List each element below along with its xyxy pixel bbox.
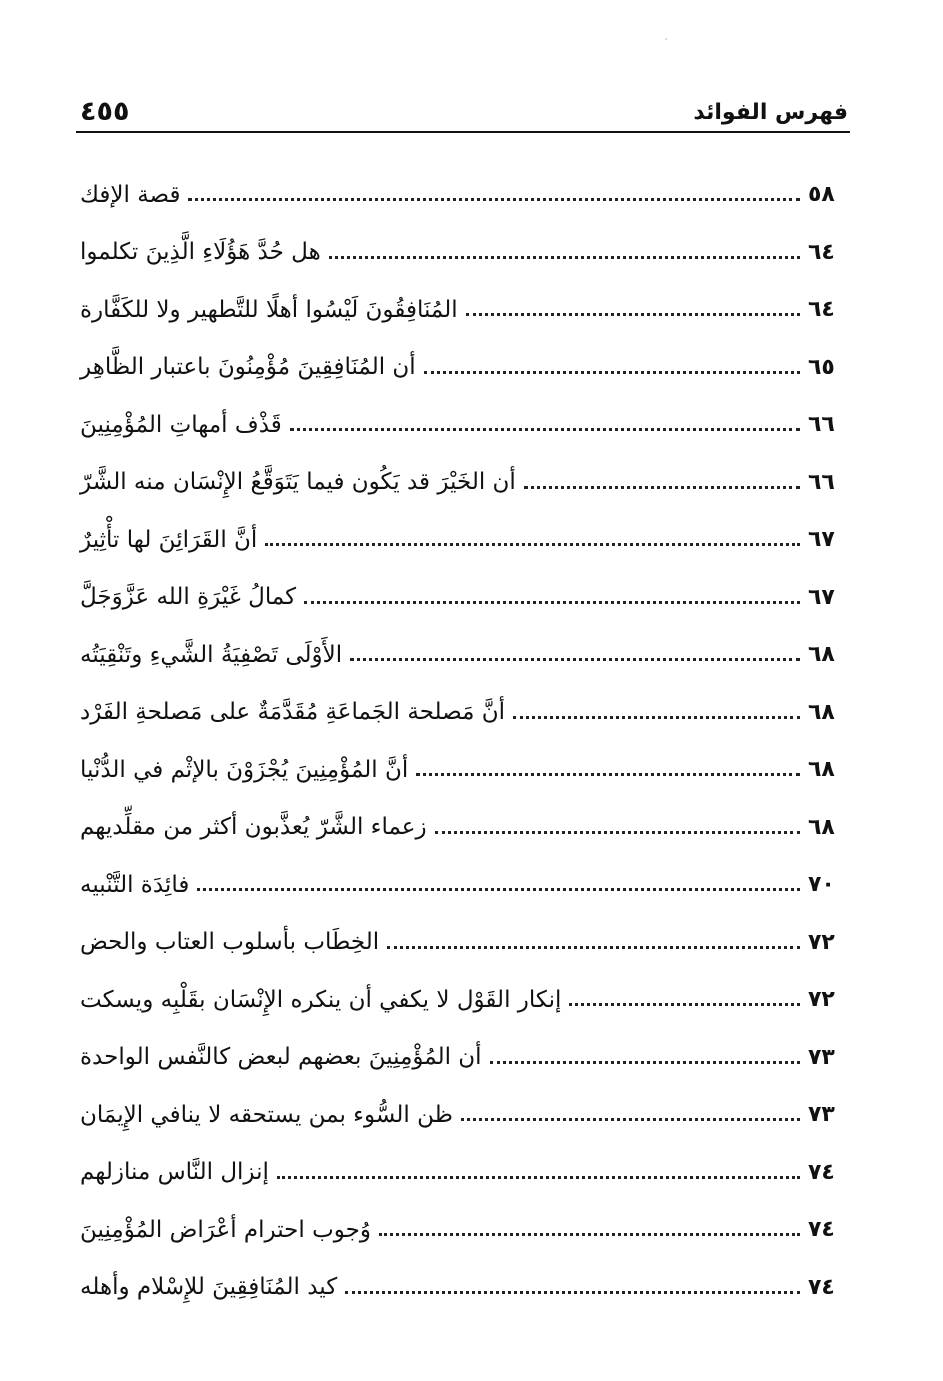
- dot-leader: [277, 1176, 800, 1179]
- entry-page-number: ٦٨: [808, 642, 835, 668]
- dot-leader: [379, 1233, 800, 1236]
- running-header: [80, 96, 848, 136]
- index-entry: [80, 799, 848, 857]
- entry-title: أنَّ القَرَائِنَ لها تأْثِيرٌ: [80, 526, 258, 553]
- entry-title: المُنَافِقُونَ لَيْسُوا أهلًا للتَّطهير ولا للكَفَّارة: [80, 296, 458, 323]
- index-entry: [80, 971, 848, 1029]
- dot-leader: [265, 543, 800, 546]
- entry-title: الأَوْلَى تَصْفِيَةُ الشَّيءِ وتَنْقِيَتُه: [80, 641, 343, 668]
- index-entry: [80, 454, 848, 512]
- dot-leader: [345, 1291, 800, 1294]
- dot-leader: [350, 658, 800, 661]
- entry-page-number: ٧٢: [808, 987, 835, 1013]
- dot-leader: [304, 601, 800, 604]
- entry-title: قصة الإفك: [80, 181, 181, 208]
- entry-page-number: ٦٨: [808, 757, 835, 783]
- entry-page-number: ٦٧: [808, 527, 835, 553]
- entry-title: فائِدَة التَّنْبيه: [80, 871, 190, 898]
- dot-leader: [569, 1003, 800, 1006]
- entry-title: إنزال النَّاس منازلهم: [80, 1159, 269, 1186]
- index-entry: [80, 1029, 848, 1087]
- entry-page-number: ٧٠: [808, 872, 835, 898]
- dot-leader: [513, 716, 800, 719]
- index-entry: [80, 1086, 848, 1144]
- entry-title: أن المُنَافِقِينَ مُؤْمِنُونَ باعتبار الظَّاهِر: [80, 354, 416, 381]
- index-entry: [80, 281, 848, 339]
- dot-leader: [329, 256, 800, 259]
- entry-page-number: ٧٣: [808, 1102, 835, 1128]
- entry-page-number: ٦٦: [808, 469, 835, 495]
- entry-title: كمالُ غَيْرَةِ الله عَزَّوَجَلَّ: [80, 584, 297, 611]
- entry-title: إنكار القَوْل لا يكفي أن ينكره الإِنْسَان بقَلْبِه ويسكت: [80, 986, 562, 1013]
- entry-title: أنَّ مَصلحة الجَماعَةِ مُقَدَّمَةٌ على مَصلحةِ الفَرْد: [80, 699, 506, 726]
- entry-title: ظن السُّوء بمن يستحقه لا ينافي الإِيمَان: [80, 1101, 453, 1128]
- dot-leader: [197, 888, 800, 891]
- entry-page-number: ٧٤: [808, 1217, 835, 1243]
- dot-leader: [435, 831, 800, 834]
- index-entry: [80, 856, 848, 914]
- entry-page-number: ٥٨: [808, 182, 835, 208]
- entry-page-number: ٦٥: [808, 354, 835, 380]
- header-rule: [76, 131, 850, 133]
- index-entry: [80, 1259, 848, 1317]
- entry-page-number: ٧٣: [808, 1044, 835, 1070]
- index-entry: [80, 1201, 848, 1259]
- index-entry: [80, 626, 848, 684]
- index-entry: [80, 741, 848, 799]
- entry-page-number: ٦٤: [808, 239, 835, 265]
- dot-leader: [188, 198, 800, 201]
- entry-title: هل حُدَّ هَؤُلَاءِ الَّذِينَ تكلموا: [80, 239, 321, 266]
- index-list: [80, 166, 848, 1316]
- entry-title: زعماء الشَّرّ يُعذَّبون أكثر من مقلِّديهم: [80, 814, 427, 841]
- entry-title: قَذْف أمهاتِ المُؤْمِنِينَ: [80, 411, 282, 438]
- entry-page-number: ٧٤: [808, 1274, 835, 1300]
- entry-title: أن الخَيْرَ قد يَكُون فيما يَتَوَقَّعُ الإِنْسَان منه الشَّرّ: [80, 469, 516, 496]
- running-header-title: فهرس الفوائد: [693, 100, 848, 125]
- entry-title: أنَّ المُؤْمِنِينَ يُجْزَوْنَ بالإثْم في الدُّنْيا: [80, 756, 409, 783]
- entry-page-number: ٧٢: [808, 929, 835, 955]
- index-entry: [80, 511, 848, 569]
- entry-page-number: ٦٧: [808, 584, 835, 610]
- entry-page-number: ٦٨: [808, 814, 835, 840]
- entry-title: وُجوب احترام أعْرَاض المُؤْمِنِينَ: [80, 1216, 371, 1243]
- paper-speck: [665, 38, 667, 40]
- index-entry: [80, 224, 848, 282]
- dot-leader: [416, 773, 800, 776]
- dot-leader: [387, 946, 800, 949]
- entry-title: أن المُؤْمِنِينَ بعضهم لبعض كالنَّفس الواحدة: [80, 1044, 482, 1071]
- dot-leader: [466, 313, 800, 316]
- entry-title: الخِطَاب بأسلوب العتاب والحض: [80, 929, 380, 956]
- page-number: ٤٥٥: [80, 96, 130, 127]
- dot-leader: [424, 371, 800, 374]
- index-entry: [80, 569, 848, 627]
- dot-leader: [461, 1118, 800, 1121]
- index-entry: [80, 1144, 848, 1202]
- entry-page-number: ٦٤: [808, 297, 835, 323]
- dot-leader: [524, 486, 800, 489]
- entry-title: كيد المُنَافِقِينَ للإِسْلام وأهله: [80, 1274, 338, 1301]
- entry-page-number: ٦٦: [808, 412, 835, 438]
- dot-leader: [490, 1061, 800, 1064]
- index-entry: [80, 684, 848, 742]
- index-entry: [80, 914, 848, 972]
- dot-leader: [290, 428, 800, 431]
- index-entry: [80, 339, 848, 397]
- index-entry: [80, 166, 848, 224]
- index-entry: [80, 396, 848, 454]
- entry-page-number: ٦٨: [808, 699, 835, 725]
- entry-page-number: ٧٤: [808, 1159, 835, 1185]
